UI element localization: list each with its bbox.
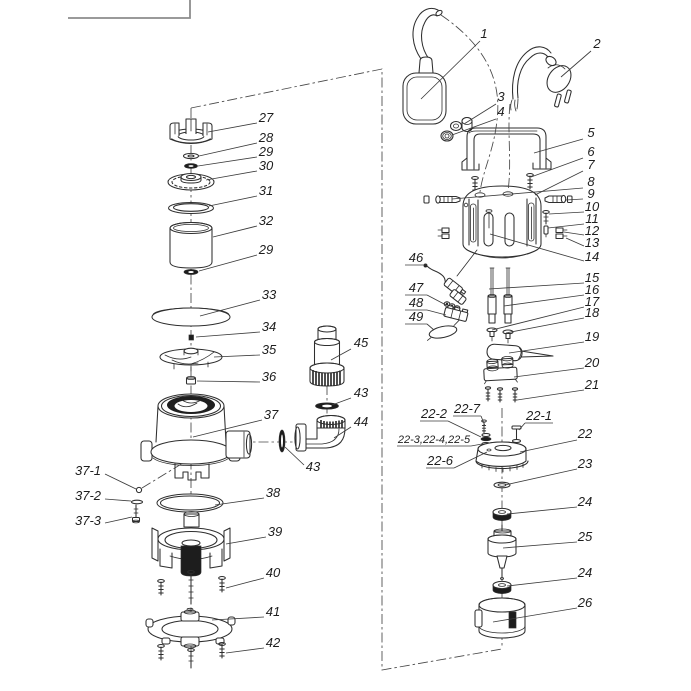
leader-line: [208, 123, 257, 132]
part-number: 1: [480, 26, 488, 41]
leader-line: [226, 648, 264, 653]
part-number: 10: [584, 199, 600, 214]
part-number: 22-7: [453, 401, 481, 416]
part-number: 20: [584, 355, 600, 370]
leader-line: [197, 381, 260, 382]
part-29-washer: [185, 164, 198, 169]
part-number: 13: [584, 235, 600, 250]
part-number: 6: [587, 144, 595, 159]
part-22-7-screw: [482, 420, 487, 433]
part-number: 18: [584, 305, 600, 320]
leader-line: [514, 368, 584, 377]
part-39-suction-base: [152, 512, 230, 577]
leader-line: [198, 157, 257, 166]
part-36-impeller-nut: [187, 376, 196, 384]
leader-line: [212, 617, 264, 620]
part-label-22-345: [397, 434, 482, 446]
part-number: 28: [258, 130, 274, 145]
part-number: 2: [593, 36, 601, 51]
part-label-46: [405, 250, 427, 265]
part-8-screw-horizontal: [424, 196, 460, 203]
leader-line: [504, 295, 584, 306]
leader-line: [561, 51, 591, 77]
part-number: 14: [584, 249, 600, 264]
part-number: 37-2: [74, 488, 102, 503]
part-label-24a: [507, 494, 592, 514]
leader-line: [505, 469, 577, 485]
part-number: 12: [584, 223, 600, 238]
part-label-15: [489, 270, 600, 289]
part-number: 43: [305, 459, 321, 474]
leader-line: [196, 332, 260, 337]
part-number: 36: [261, 369, 277, 384]
part-number: 24: [577, 565, 593, 580]
leader-line: [105, 474, 136, 489]
part-label-37-3: [75, 513, 132, 528]
part-label-22: [520, 426, 593, 452]
leader-line: [534, 139, 583, 153]
part-label-40: [226, 565, 281, 588]
part-number: 49: [408, 309, 424, 324]
part-number: 48: [408, 295, 424, 310]
part-number: 35: [261, 342, 277, 357]
part-29b-washer: [184, 270, 198, 275]
leader-line: [213, 226, 257, 237]
part-number: 4: [497, 104, 505, 119]
part-34-key-pin: [189, 335, 194, 340]
leader-line: [427, 310, 446, 315]
leader-line: [427, 324, 434, 330]
part-number: 44: [353, 414, 369, 429]
part-number: 39: [267, 524, 283, 539]
part-38-o-ring: [157, 494, 223, 512]
part-number: 30: [258, 158, 274, 173]
part-label-22-1: [519, 408, 553, 430]
part-label-22-7: [453, 401, 485, 426]
part-label-43a: [332, 385, 369, 405]
part-number: 34: [261, 319, 277, 334]
part-number: 8: [587, 174, 595, 189]
part-31-gasket-ring: [169, 203, 214, 214]
part-label-30: [206, 158, 274, 180]
part-label-27: [208, 110, 274, 132]
leader-line: [548, 224, 584, 228]
part-44-elbow-fitting: [295, 416, 345, 452]
leader-line: [566, 238, 584, 246]
leader-line: [489, 283, 584, 289]
part-22-1-bolt: [512, 426, 521, 443]
leader-line: [507, 507, 577, 514]
part-25-rotor: [488, 525, 516, 580]
part-6-screw: [527, 174, 534, 190]
part-30-mechanical-seal: [168, 174, 214, 191]
part-4-gland-nut: [441, 131, 453, 141]
part-number: 22-6: [426, 453, 454, 468]
part-number: 5: [587, 125, 595, 140]
part-27-cable-guard: [170, 119, 212, 144]
part-number: 32: [258, 213, 274, 228]
part-19-capacitor: [487, 344, 553, 361]
part-37-pump-housing: [141, 394, 252, 480]
part-23-washer: [494, 482, 510, 488]
leader-line: [209, 196, 257, 206]
part-number: 46: [408, 250, 424, 265]
part-label-31: [209, 183, 273, 206]
part-11-pin: [544, 226, 548, 237]
leader-line: [332, 398, 351, 405]
leader-line: [427, 295, 446, 305]
part-number: 31: [258, 183, 274, 198]
part-number: 37-3: [74, 513, 102, 528]
leader-line: [549, 212, 584, 214]
part-number: 15: [584, 270, 600, 285]
part-number: 22: [577, 426, 593, 441]
part-number: 24: [577, 494, 593, 509]
part-9-screw-horizontal: [545, 195, 572, 202]
leader-line: [206, 171, 257, 180]
leader-line: [564, 232, 584, 235]
part-2-power-plug: [511, 47, 576, 111]
part-number: 45: [353, 335, 369, 350]
part-21-screws: [485, 387, 517, 402]
title-block-corner: [68, 0, 190, 18]
part-label-32: [213, 213, 274, 237]
part-label-39: [226, 524, 282, 544]
part-label-21: [517, 377, 599, 400]
part-number: 41: [265, 604, 281, 619]
part-14-motor-housing: [457, 186, 541, 276]
part-number: 47: [408, 280, 424, 295]
part-number: 43: [353, 385, 369, 400]
part-number: 26: [577, 595, 593, 610]
part-number: 37: [263, 407, 279, 422]
leader-line: [105, 499, 131, 501]
leader-line: [506, 318, 584, 333]
part-number: 22-3,22-4,22-5: [397, 434, 471, 446]
part-46-cable-clamp: [424, 264, 467, 305]
part-43b-flat-gasket: [279, 430, 285, 452]
part-10-screw: [543, 211, 549, 225]
part-28-washer: [184, 153, 199, 158]
part-number: 37-1: [74, 463, 102, 478]
part-37-2-washer: [132, 500, 143, 504]
part-number: 16: [584, 282, 600, 297]
part-24-bearing-lower: [493, 581, 511, 593]
leader-line: [517, 390, 584, 400]
part-number: 29: [258, 144, 274, 159]
part-number: 22-1: [525, 408, 553, 423]
part-number: 29: [258, 242, 274, 257]
part-35-impeller: [160, 348, 222, 371]
part-number: 23: [577, 456, 593, 471]
part-number: 17: [584, 294, 600, 309]
leader-line: [520, 440, 577, 452]
part-number: 7: [587, 157, 595, 172]
center-axes: [191, 108, 502, 668]
part-12-13-clips-right: [556, 228, 567, 239]
part-number: 25: [577, 529, 593, 544]
leader-line: [507, 578, 577, 586]
part-label-49: [405, 309, 434, 330]
part-label-24b: [507, 565, 592, 586]
part-1-float-switch: [403, 8, 446, 124]
part-label-20: [514, 355, 600, 377]
leader-line: [105, 517, 132, 523]
part-number: 40: [265, 565, 281, 580]
part-49-sealing-ring: [425, 320, 462, 340]
part-label-38: [215, 485, 281, 505]
leader-line: [226, 537, 266, 544]
part-number: 21: [584, 377, 600, 392]
part-number: 27: [258, 110, 274, 125]
part-3-cable-gland: [451, 118, 473, 132]
part-32-seal-cup: [170, 223, 212, 269]
part-number: 38: [265, 485, 281, 500]
fold-boundary-line: [191, 69, 505, 670]
part-number: 42: [265, 635, 281, 650]
leader-line: [531, 158, 583, 177]
part-12-13-clips-left: [438, 228, 449, 239]
leader-line: [200, 300, 260, 316]
part-label-41: [212, 604, 280, 620]
part-label-19: [509, 329, 599, 353]
part-number: 19: [584, 329, 600, 344]
part-24-bearing-upper: [493, 508, 511, 520]
part-5-handle: [462, 128, 551, 170]
part-number: 11: [585, 211, 599, 226]
part-48-connector-block: [444, 305, 469, 322]
part-number: 33: [261, 287, 277, 302]
part-40-screws: [158, 571, 226, 605]
part-label-35: [214, 342, 277, 357]
part-label-37-2: [75, 488, 131, 503]
part-label-6: [531, 144, 595, 177]
part-number: 3: [497, 89, 505, 104]
leader-line: [226, 578, 264, 588]
leader-line: [199, 143, 257, 156]
part-label-37-1: [75, 463, 136, 489]
part-37-3-screw: [133, 505, 140, 523]
part-label-42: [226, 635, 281, 653]
part-number: 22-2: [420, 406, 448, 421]
part-label-36: [197, 369, 277, 384]
part-label-13: [566, 235, 600, 250]
part-number: 9: [587, 186, 595, 201]
